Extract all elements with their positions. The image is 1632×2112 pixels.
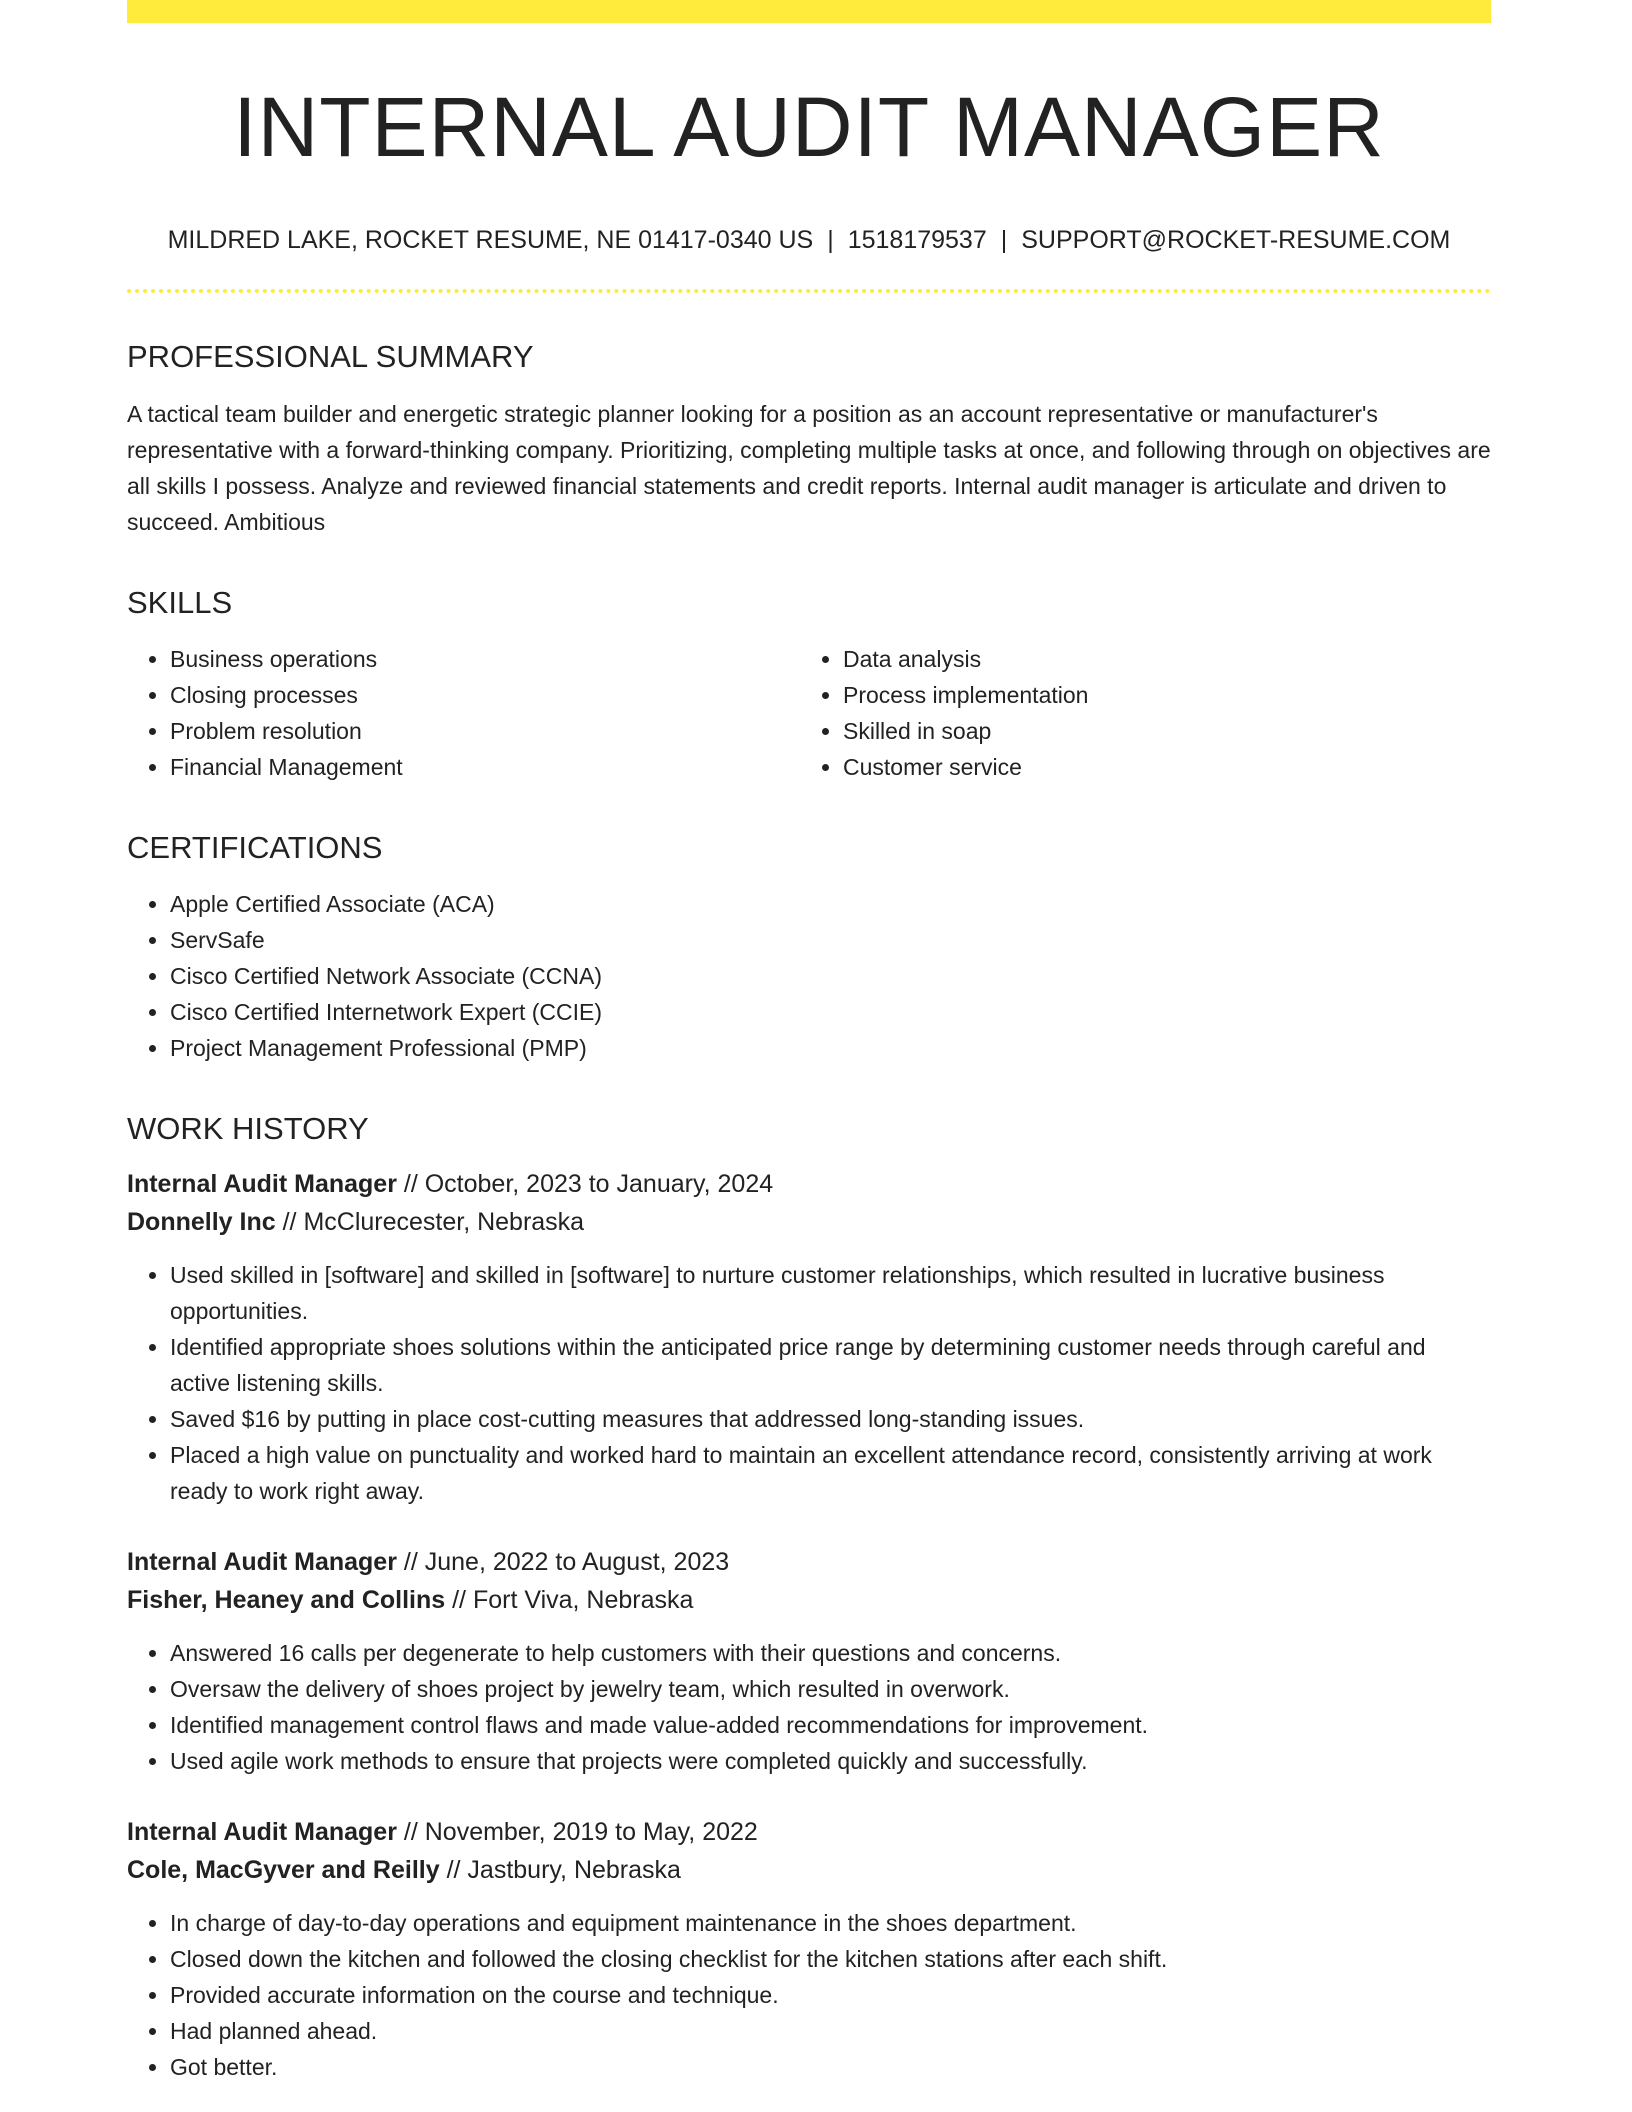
skills-grid [127, 641, 1491, 785]
job-role: Internal Audit Manager [127, 1170, 397, 1199]
skill-item: • Problem resolution [170, 713, 800, 749]
summary-heading: PROFESSIONAL SUMMARY [127, 339, 534, 375]
skill-item: • Data analysis [843, 641, 1473, 677]
job-divider: // [439, 1856, 468, 1885]
contact-separator: | [827, 226, 834, 255]
accent-top-bar [127, 0, 1491, 23]
job-bullet: • Used skilled in [software] and skilled in [software] to nurture customer relationships, which resulted in lucrative business opportunities. [170, 1257, 1491, 1329]
skill-item: • Customer service [843, 749, 1473, 785]
job-entry [127, 1165, 1491, 1509]
certification-item: • Apple Certified Associate (ACA) [170, 886, 1491, 922]
job-dates: October, 2023 to January, 2024 [424, 1170, 774, 1199]
job-bullet: • Provided accurate information on the course and technique. [170, 1977, 1491, 2013]
job-bullet: • Identified management control flaws and made value-added recommendations for improvement. [170, 1707, 1491, 1743]
skill-item: • Closing processes [170, 677, 800, 713]
skill-item: • Skilled in soap [843, 713, 1473, 749]
job-bullet: • Used agile work methods to ensure that projects were completed quickly and successfully. [170, 1743, 1491, 1779]
job-bullet: • Placed a high value on punctuality and worked hard to maintain an excellent attendance record, consistently arriving at work ready to work right away. [170, 1437, 1491, 1509]
work-history-heading: WORK HISTORY [127, 1110, 369, 1146]
summary-text: A tactical team builder and energetic strategic planner looking for a position as an account representative or manufacturer's representative with a forward-thinking company. Prioritizing, completing multiple tasks at once, and following through on objectives are all skills I possess. Analyze and reviewed financial statements and credit reports. Internal audit manager is articulate and driven to succeed. Ambitious [127, 400, 1491, 535]
contact-separator: | [1000, 226, 1008, 255]
job-bullet: • Answered 16 calls per degenerate to help customers with their questions and concerns. [170, 1635, 1491, 1671]
job-company-line [127, 1203, 1491, 1241]
skill-item: • Process implementation [843, 677, 1473, 713]
certification-item: • Cisco Certified Network Associate (CCNA) [170, 958, 1491, 994]
contact-phone[interactable]: 1518179537 [847, 226, 987, 255]
job-location: McClurecester, Nebraska [303, 1208, 585, 1237]
job-role: Internal Audit Manager [127, 1818, 397, 1847]
contact-email[interactable]: SUPPORT@ROCKET-RESUME.COM [1021, 226, 1451, 255]
certification-item: • ServSafe [170, 922, 1491, 958]
dotted-divider [127, 289, 1491, 293]
job-bullets [127, 1257, 1491, 1509]
contact-line [127, 225, 1491, 255]
job-location: Fort Viva, Nebraska [472, 1586, 694, 1615]
job-title-line [127, 1165, 1491, 1203]
skills-heading: SKILLS [127, 584, 233, 620]
job-bullet: • In charge of day-to-day operations and equipment maintenance in the shoes department. [170, 1905, 1491, 1941]
job-divider: // [396, 1818, 425, 1847]
job-location: Jastbury, Nebraska [467, 1856, 681, 1885]
certifications-heading: CERTIFICATIONS [127, 829, 383, 865]
skills-list-left [127, 641, 800, 785]
job-role: Internal Audit Manager [127, 1548, 397, 1577]
skills-list-right [800, 641, 1473, 785]
job-company-line [127, 1581, 1491, 1619]
job-bullets [127, 1635, 1491, 1779]
job-dates: November, 2019 to May, 2022 [424, 1818, 758, 1847]
certification-item: • Project Management Professional (PMP) [170, 1030, 1491, 1066]
job-bullets [127, 1905, 1491, 2085]
job-dates: June, 2022 to August, 2023 [424, 1548, 730, 1577]
job-divider: // [396, 1170, 425, 1199]
job-title-line [127, 1543, 1491, 1581]
job-entry [127, 1543, 1491, 1779]
job-bullet: • Saved $16 by putting in place cost-cutting measures that addressed long-standing issues. [170, 1401, 1491, 1437]
job-company-line [127, 1851, 1491, 1889]
job-title-line [127, 1813, 1491, 1851]
resume-title: INTERNAL AUDIT MANAGER [233, 80, 1385, 174]
job-bullet: • Got better. [170, 2049, 1491, 2085]
certifications-list [127, 886, 1491, 1066]
job-divider: // [445, 1586, 473, 1615]
job-entry [127, 1813, 1491, 2085]
contact-address: MILDRED LAKE, ROCKET RESUME, NE 01417-0340 US [167, 226, 814, 255]
job-bullet: • Had planned ahead. [170, 2013, 1491, 2049]
skill-item: • Business operations [170, 641, 800, 677]
job-bullet: • Identified appropriate shoes solutions within the anticipated price range by determining customer needs through careful and active listening skills. [170, 1329, 1491, 1401]
skill-item: • Financial Management [170, 749, 800, 785]
job-company: Donnelly Inc [127, 1208, 276, 1237]
job-company: Fisher, Heaney and Collins [127, 1586, 446, 1615]
job-divider: // [396, 1548, 425, 1577]
certification-item: • Cisco Certified Internetwork Expert (CCIE) [170, 994, 1491, 1030]
job-bullet: • Closed down the kitchen and followed the closing checklist for the kitchen stations after each shift. [170, 1941, 1491, 1977]
job-bullet: • Oversaw the delivery of shoes project by jewelry team, which resulted in overwork. [170, 1671, 1491, 1707]
job-divider: // [275, 1208, 304, 1237]
job-company: Cole, MacGyver and Reilly [127, 1856, 440, 1885]
resume-page [127, 0, 1491, 2085]
